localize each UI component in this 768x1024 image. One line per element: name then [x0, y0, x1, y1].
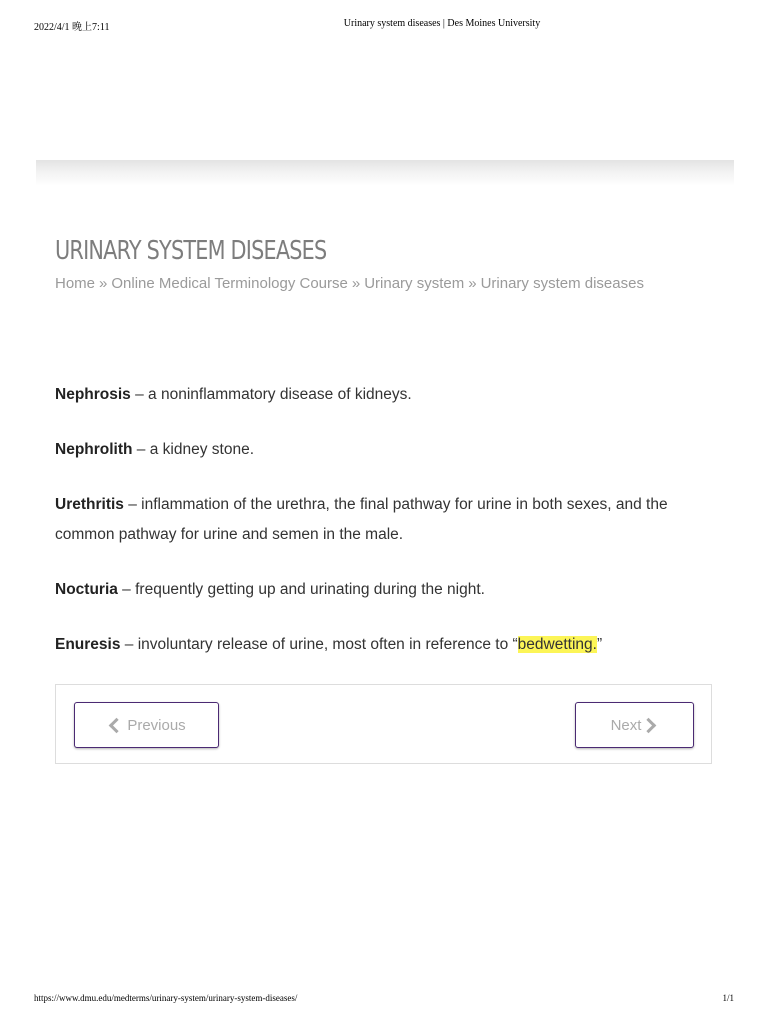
breadcrumb-item-current: Urinary system diseases	[480, 275, 644, 292]
chevron-left-icon	[109, 717, 125, 733]
definition-term: Nocturia	[55, 581, 118, 598]
definition-text: – a noninflammatory disease of kidneys.	[130, 386, 412, 403]
definition-term: Urethritis	[55, 496, 124, 513]
definition-enuresis	[55, 630, 715, 660]
article-content	[55, 380, 715, 685]
definition-term: Nephrosis	[55, 386, 131, 403]
definition-text-suffix: ”	[596, 636, 603, 653]
breadcrumb-separator: »	[351, 275, 361, 292]
chevron-right-icon	[641, 717, 657, 733]
definition-urethritis	[55, 490, 715, 550]
breadcrumb-item-home[interactable]: Home	[55, 275, 96, 292]
definition-text: – frequently getting up and urinating during the night.	[117, 581, 485, 598]
site-header-shadow	[36, 160, 734, 186]
breadcrumb-separator: »	[99, 275, 108, 292]
next-button-label: Next	[610, 716, 642, 734]
print-header-datetime: 2022/4/1 晚上7:11	[34, 22, 110, 33]
page-title: URINARY SYSTEM DISEASES	[55, 236, 327, 266]
previous-button[interactable]	[74, 702, 219, 748]
definition-term: Enuresis	[55, 636, 121, 653]
print-footer-page-number: 1/1	[722, 993, 734, 1003]
definition-text: – a kidney stone.	[132, 441, 254, 458]
next-button[interactable]	[575, 702, 694, 748]
print-footer-url: https://www.dmu.edu/medterms/urinary-system/urinary-system-diseases/	[34, 993, 298, 1003]
breadcrumb-item-urinary-system[interactable]: Urinary system	[364, 275, 465, 292]
definition-nephrosis	[55, 380, 715, 410]
definition-text: – involuntary release of urine, most often in reference to “	[120, 636, 518, 653]
definition-nocturia	[55, 575, 715, 605]
definition-nephrolith	[55, 435, 715, 465]
breadcrumb	[55, 275, 644, 292]
previous-button-label: Previous	[127, 716, 186, 734]
definition-term: Nephrolith	[55, 441, 133, 458]
breadcrumb-item-course[interactable]: Online Medical Terminology Course	[111, 275, 348, 292]
definition-text: – inflammation of the urethra, the final pathway for urine in both sexes, and the common pathway for urine and semen in the male.	[55, 496, 668, 543]
print-header-title: Urinary system diseases | Des Moines University	[343, 18, 541, 29]
breadcrumb-separator: »	[468, 275, 477, 292]
pagination-nav	[55, 684, 712, 764]
highlighted-text: bedwetting.	[517, 636, 597, 653]
